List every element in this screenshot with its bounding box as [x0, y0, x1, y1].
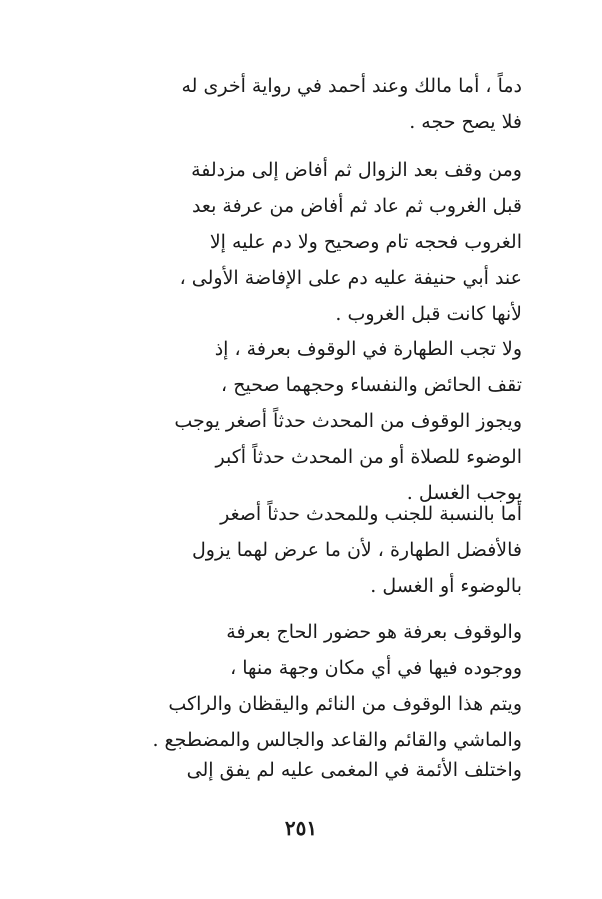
text-line: دماً ، أما مالك وعند أحمد في رواية أخرى له: [181, 75, 522, 97]
paragraph-2: [92, 152, 522, 332]
text-line: لأنها كانت قبل الغروب .: [335, 303, 522, 325]
text-line: ومن وقف بعد الزوال ثم أفاض إلى مزدلفة: [191, 159, 522, 181]
text-line: فالأفضل الطهارة ، لأن ما عرض لهما يزول: [191, 539, 522, 561]
text-line: والماشي والقائم والقاعد والجالس والمضطجع .: [152, 729, 522, 751]
paragraph-6: [92, 752, 522, 788]
text-line: الغروب فحجه تام وصحيح ولا دم عليه إلا: [209, 231, 522, 253]
text-line: واختلف الأئمة في المغمى عليه لم يفق إلى: [186, 759, 522, 781]
text-line: عند أبي حنيفة عليه دم على الإفاضة الأولى ،: [179, 267, 522, 289]
paragraph-4: [92, 496, 522, 604]
paragraph-1: [92, 68, 522, 140]
text-line: ويتم هذا الوقوف من النائم واليقظان والراكب: [168, 693, 522, 715]
text-line: ووجوده فيها في أي مكان وجهة منها ،: [230, 657, 522, 679]
page-number: ٢٥١: [284, 816, 318, 840]
text-line: فلا يصح حجه .: [409, 111, 522, 133]
text-line: ويجوز الوقوف من المحدث حدثاً أصغر يوجب: [174, 410, 522, 432]
paragraph-5: [92, 614, 522, 758]
text-line: أما بالنسبة للجنب وللمحدث حدثاً أصغر: [220, 503, 522, 525]
text-line: يوجب الغسل .: [406, 482, 522, 504]
text-line: بالوضوء أو الغسل .: [370, 575, 522, 597]
text-line: ولا تجب الطهارة في الوقوف بعرفة ، إذ: [214, 338, 522, 360]
text-line: والوقوف بعرفة هو حضور الحاج بعرفة: [226, 621, 522, 643]
paragraph-3: [92, 331, 522, 511]
text-line: قبل الغروب ثم عاد ثم أفاض من عرفة بعد: [191, 195, 522, 217]
text-line: الوضوء للصلاة أو من المحدث حدثاً أكبر: [215, 446, 522, 468]
text-line: تقف الحائض والنفساء وحجهما صحيح ،: [221, 374, 522, 396]
